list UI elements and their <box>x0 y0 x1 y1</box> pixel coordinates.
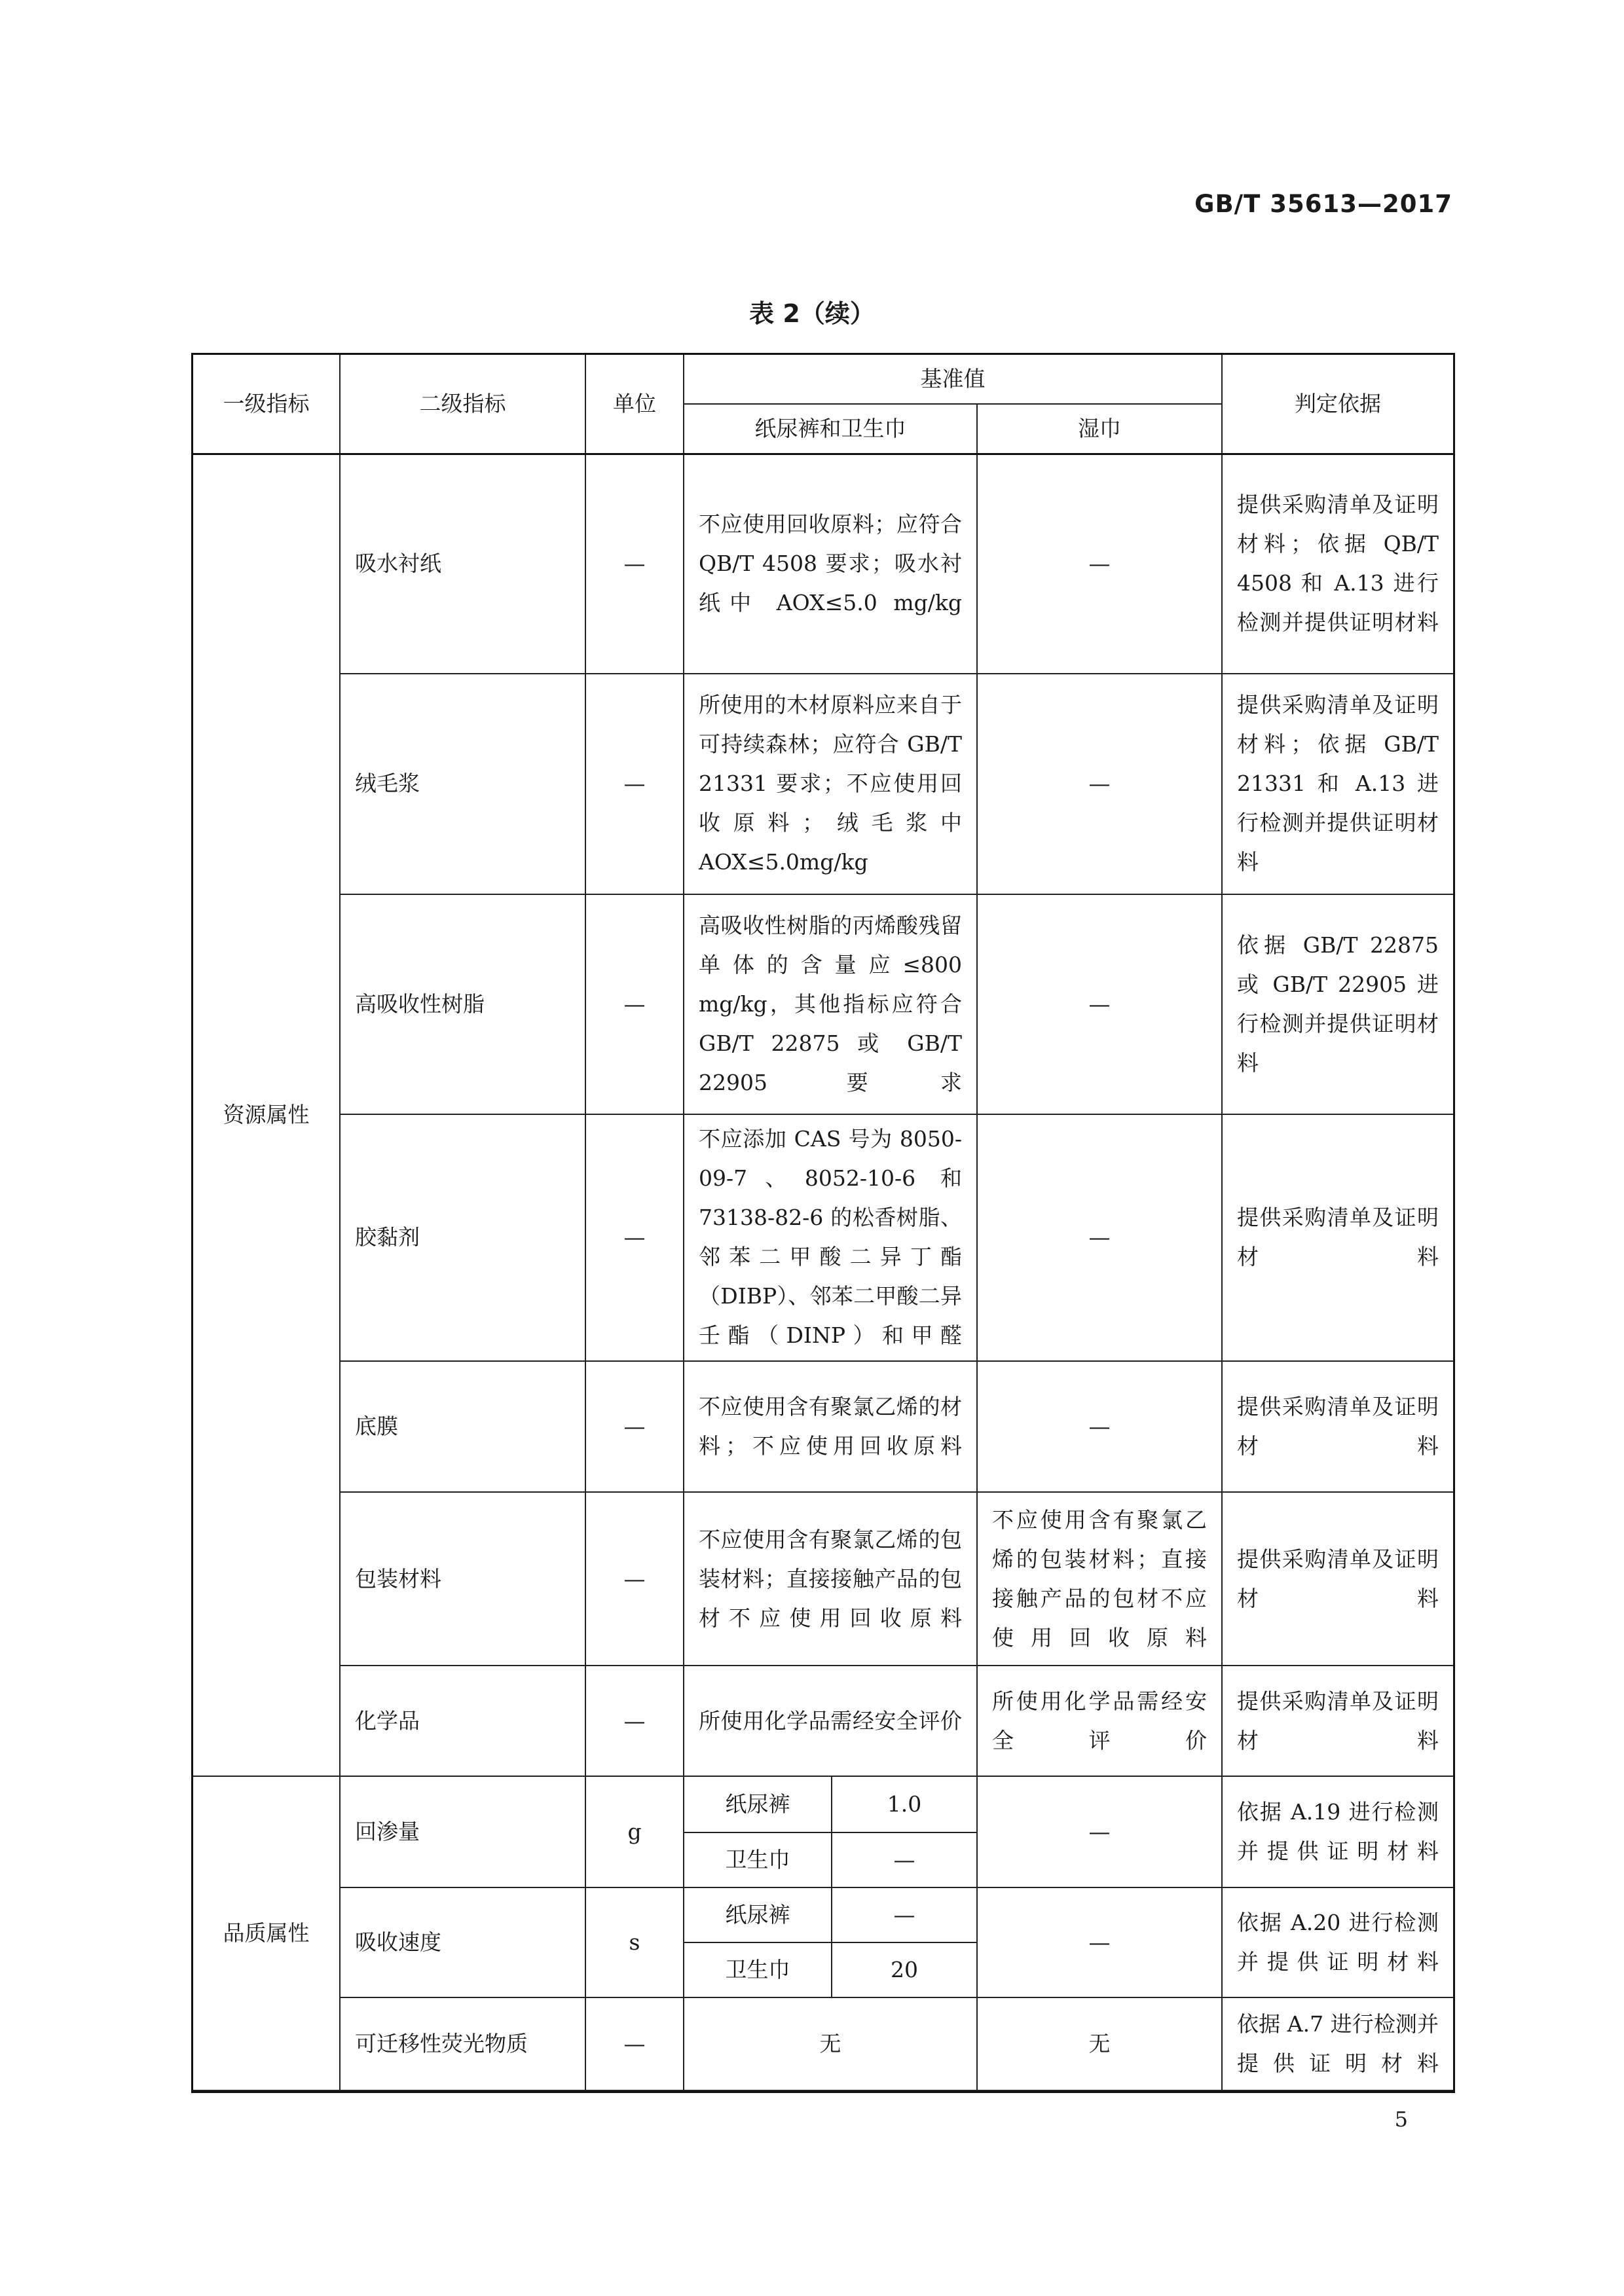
row-diaper-value: 所使用化学品需经安全评价 <box>684 1666 977 1776</box>
row-basis: 依据 GB/T 22875 或 GB/T 22905 进行检测并提供证明材料 <box>1222 894 1454 1114</box>
row-diaper-value: 高吸收性树脂的丙烯酸残留单体的含量应≤800 mg/kg，其他指标应符合 GB/T 22875 或 GB/T 22905 要求 <box>684 894 977 1114</box>
row-diaper-value: 无 <box>684 1997 977 2090</box>
row-wipes-value: — <box>977 1776 1222 1887</box>
row-name: 高吸收性树脂 <box>340 894 585 1114</box>
header-basis: 判定依据 <box>1222 354 1454 454</box>
header-level2: 二级指标 <box>340 354 585 454</box>
standard-code: GB/T 35613—2017 <box>1194 190 1452 218</box>
group-resource: 资源属性 <box>193 454 340 1776</box>
table-row <box>193 1361 1454 1492</box>
row-wipes-value: — <box>977 1887 1222 1997</box>
row-basis: 提供采购清单及证明材料 <box>1222 1492 1454 1666</box>
row-wipes-value: — <box>977 454 1222 674</box>
sub-label: 卫生巾 <box>684 1942 832 1997</box>
row-name: 吸收速度 <box>340 1887 585 1997</box>
row-name: 回渗量 <box>340 1776 585 1887</box>
table-row <box>193 1666 1454 1776</box>
row-wipes-value: — <box>977 894 1222 1114</box>
table-row <box>193 674 1454 894</box>
table-row <box>193 454 1454 674</box>
sub-value: — <box>832 1887 977 1942</box>
table-row <box>193 1776 1454 1832</box>
row-wipes-value: 不应使用含有聚氯乙烯的包装材料；直接接触产品的包材不应使用回收原料 <box>977 1492 1222 1666</box>
sub-value: 1.0 <box>832 1776 977 1832</box>
header-baseline-wipes: 湿巾 <box>977 404 1222 454</box>
row-diaper-value: 不应使用含有聚氯乙烯的包装材料；直接接触产品的包材不应使用回收原料 <box>684 1492 977 1666</box>
sub-value: — <box>832 1832 977 1887</box>
indicator-table <box>192 354 1454 2091</box>
table-row <box>193 1492 1454 1666</box>
row-wipes-value: — <box>977 1361 1222 1492</box>
row-unit: — <box>585 674 684 894</box>
row-diaper-value: 不应添加 CAS 号为 8050-09-7、8052-10-6 和 73138-82-6 的松香树脂、邻苯二甲酸二异丁酯（DIBP）、邻苯二甲酸二异壬酯（DINP）和甲醛 <box>684 1114 977 1361</box>
row-wipes-value: 无 <box>977 1997 1222 2090</box>
row-name: 可迁移性荧光物质 <box>340 1997 585 2090</box>
header-unit: 单位 <box>585 354 684 454</box>
row-diaper-value: 所使用的木材原料应来自于可持续森林；应符合 GB/T 21331 要求；不应使用回收原料；绒毛浆中 AOX≤5.0mg/kg <box>684 674 977 894</box>
row-unit: — <box>585 454 684 674</box>
sub-label: 纸尿裤 <box>684 1887 832 1942</box>
sub-label: 卫生巾 <box>684 1832 832 1887</box>
row-basis: 依据 A.19 进行检测并提供证明材料 <box>1222 1776 1454 1887</box>
sub-label: 纸尿裤 <box>684 1776 832 1832</box>
row-diaper-value: 不应使用回收原料；应符合 QB/T 4508 要求；吸水衬纸中 AOX≤5.0 mg/kg <box>684 454 977 674</box>
row-unit: — <box>585 1997 684 2090</box>
row-name: 胶黏剂 <box>340 1114 585 1361</box>
row-name: 底膜 <box>340 1361 585 1492</box>
table-title: 表 2（续） <box>749 299 875 328</box>
sub-value: 20 <box>832 1942 977 1997</box>
row-basis: 提供采购清单及证明材料 <box>1222 1361 1454 1492</box>
row-basis: 依据 A.20 进行检测并提供证明材料 <box>1222 1887 1454 1997</box>
row-wipes-value: — <box>977 674 1222 894</box>
row-basis: 提供采购清单及证明材料 <box>1222 1666 1454 1776</box>
table-row <box>193 1114 1454 1361</box>
row-unit: g <box>585 1776 684 1887</box>
header-baseline: 基准值 <box>684 354 1222 404</box>
table-row <box>193 1997 1454 2090</box>
row-name: 包装材料 <box>340 1492 585 1666</box>
row-name: 化学品 <box>340 1666 585 1776</box>
row-basis: 提供采购清单及证明材料；依据 QB/T 4508 和 A.13 进行检测并提供证明材料 <box>1222 454 1454 674</box>
row-unit: — <box>585 1114 684 1361</box>
group-quality: 品质属性 <box>193 1776 340 2090</box>
row-name: 吸水衬纸 <box>340 454 585 674</box>
row-wipes-value: 所使用化学品需经安全评价 <box>977 1666 1222 1776</box>
row-wipes-value: — <box>977 1114 1222 1361</box>
table-row <box>193 894 1454 1114</box>
table-row <box>193 1887 1454 1942</box>
row-unit: — <box>585 894 684 1114</box>
row-name: 绒毛浆 <box>340 674 585 894</box>
header-baseline-diaper: 纸尿裤和卫生巾 <box>684 404 977 454</box>
row-basis: 依据 A.7 进行检测并提供证明材料 <box>1222 1997 1454 2090</box>
row-basis: 提供采购清单及证明材料 <box>1222 1114 1454 1361</box>
row-basis: 提供采购清单及证明材料；依据 GB/T 21331 和 A.13 进行检测并提供证明材料 <box>1222 674 1454 894</box>
row-unit: s <box>585 1887 684 1997</box>
row-diaper-value: 不应使用含有聚氯乙烯的材料；不应使用回收原料 <box>684 1361 977 1492</box>
row-unit: — <box>585 1492 684 1666</box>
header-level1: 一级指标 <box>193 354 340 454</box>
page-number: 5 <box>1394 2107 1408 2132</box>
row-unit: — <box>585 1666 684 1776</box>
row-unit: — <box>585 1361 684 1492</box>
